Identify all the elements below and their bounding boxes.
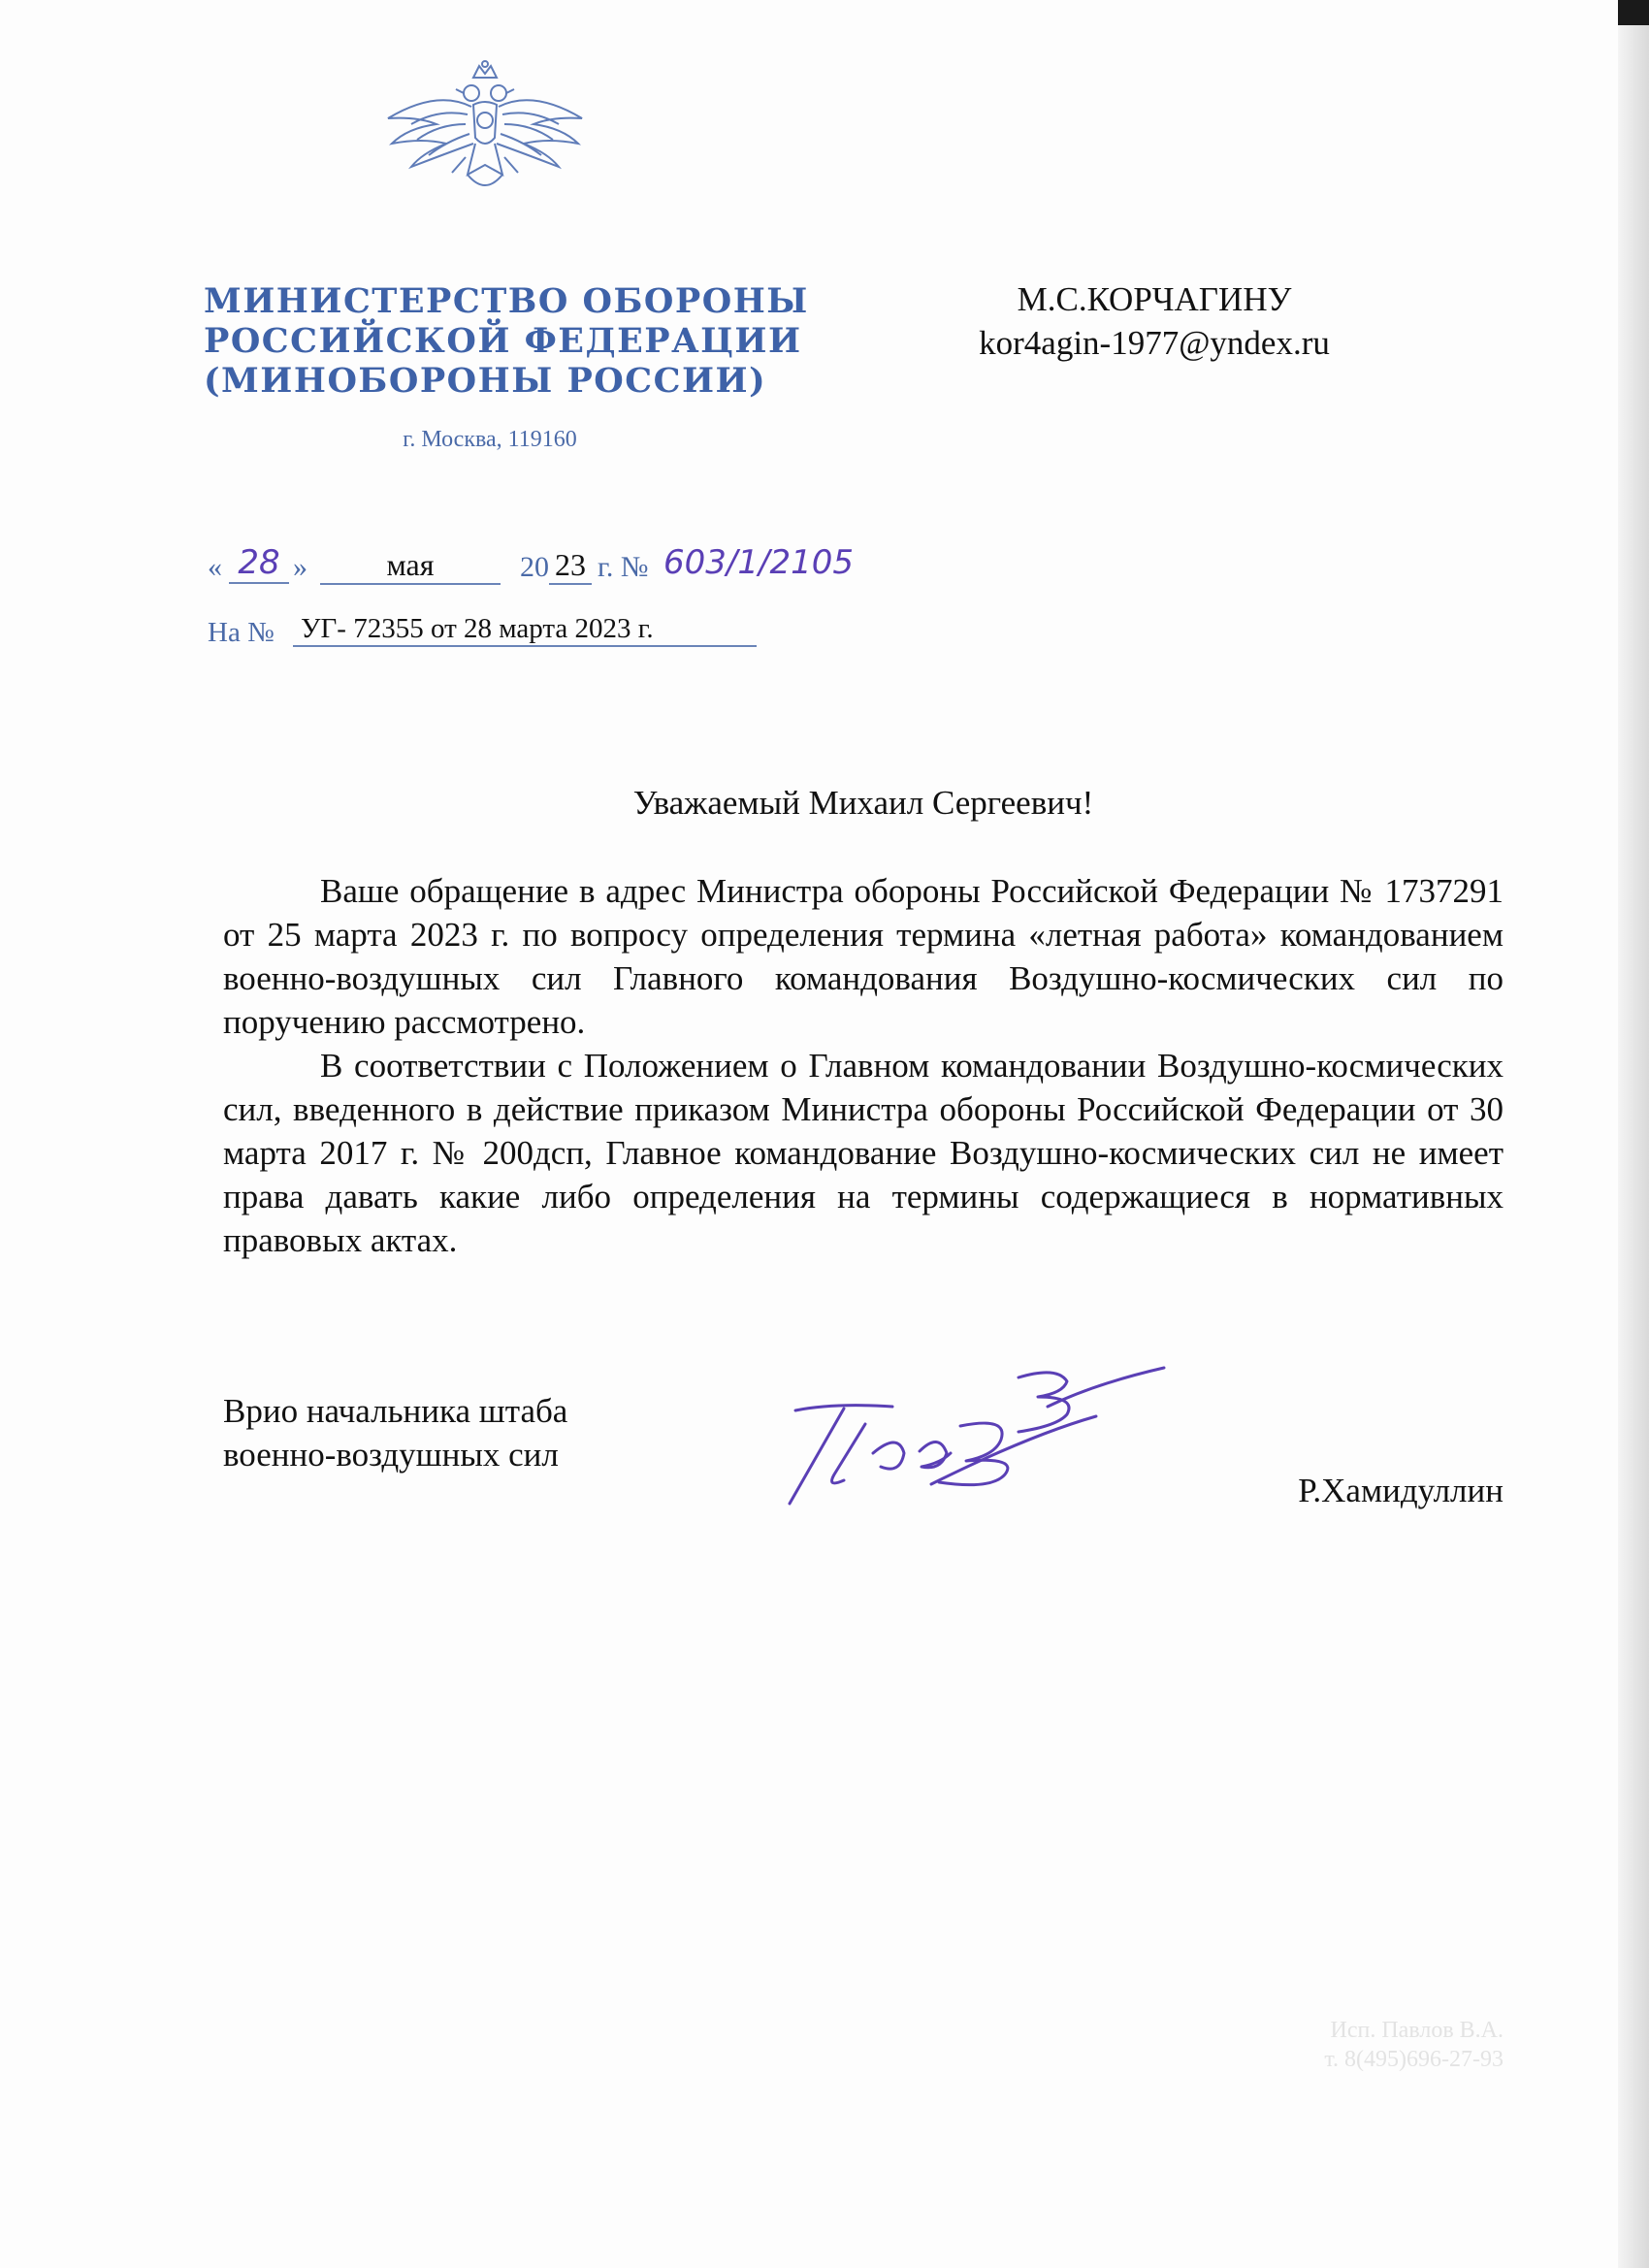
date-year-prefix: 20 <box>520 551 549 583</box>
scan-edge-corner <box>1618 0 1649 25</box>
body-paragraph-1: Ваше обращение в адрес Министра обороны Российской Федерации № 1737291 от 25 марта 2023 г. по вопросу определения термина «летная работа» командованием военно-воздушных сил Главного командования Воздушно-космических сил по поручению рассмотрено. <box>223 872 1504 1041</box>
handwritten-signature-icon <box>776 1339 1193 1533</box>
executor-note <box>1212 2016 1504 2074</box>
reference-value: УГ- 72355 от 28 марта 2023 г. <box>293 613 757 647</box>
ministry-line-3: (МИНОБОРОНЫ РОССИИ) <box>204 361 767 401</box>
executor-name: Исп. Павлов В.А. <box>1330 2018 1504 2043</box>
body-paragraph-2: В соответствии с Положением о Главном командовании Воздушно-космических сил, введенного в действие приказом Министра обороны Российской Федерации от 30 марта 2017 г. № 200дсп, Главное командование Воздушно-космических сил не имеет права давать какие либо определения на термины содержащиеся в нормативных правовых актах. <box>223 1047 1504 1259</box>
ministry-line-2: РОССИЙСКОЙ ФЕДЕРАЦИИ <box>204 321 802 361</box>
letter-body <box>223 869 1504 1262</box>
addressee-name: М.С.КОРЧАГИНУ <box>1017 280 1292 318</box>
signer-position-line-2: военно-воздушных сил <box>223 1436 559 1474</box>
date-month: мая <box>320 547 501 585</box>
date-close-quote: » <box>293 551 307 583</box>
letter-greeting: Уважаемый Михаил Сергеевич! <box>632 784 1094 822</box>
signer-position <box>223 1389 728 1476</box>
executor-phone: т. 8(495)696-27-93 <box>1324 2047 1504 2072</box>
date-year-suffix: 23 <box>549 547 592 585</box>
signer-name: Р.Хамидуллин <box>1298 1472 1504 1509</box>
scan-edge <box>1618 0 1649 2268</box>
outgoing-number: 603/1/2105 <box>663 543 854 582</box>
signer-position-line-1: Врио начальника штаба <box>223 1392 568 1430</box>
reference-label: На № <box>208 617 275 648</box>
ministry-line-1: МИНИСТЕРСТВО ОБОРОНЫ <box>204 281 809 321</box>
ministry-address: г. Москва, 119160 <box>403 427 577 452</box>
ministry-title <box>204 281 809 401</box>
addressee-block <box>931 277 1377 365</box>
eagle-emblem-icon <box>378 60 592 206</box>
outgoing-date-line <box>208 543 906 592</box>
date-day: 28 <box>229 543 289 584</box>
date-number-label: г. № <box>598 551 649 583</box>
date-open-quote: « <box>208 551 222 583</box>
addressee-email: kor4agin-1977@yndex.ru <box>979 324 1330 362</box>
reference-line <box>208 611 790 656</box>
